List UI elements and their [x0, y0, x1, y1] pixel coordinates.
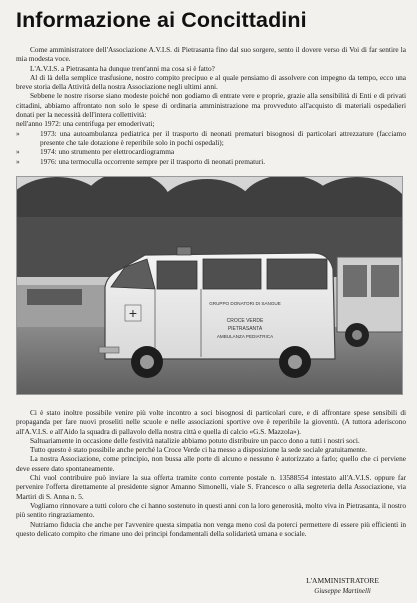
paragraph: Come amministratore dell'Associazione A.V.I.S. di Pietrasanta fino dal suo sorgere, sento il dovere verso di Voi di far sentire la mia modesta voce.: [16, 45, 406, 64]
ambulance-photo-illustration: [17, 177, 402, 394]
parked-car: [17, 285, 107, 327]
cross-symbol: +: [128, 305, 138, 321]
list-item: [16, 119, 406, 128]
list-item-text: 1973: una autoambulanza pediatrica per il trasporto di neonati prematuri bisognosi di particolari attrezzature (facciamo presente che tale dotazione è reperibile solo in pochi ospedali);: [40, 128, 406, 147]
paragraph: Tutto questo è stato possibile anche perché la Croce Verde ci ha messo a disposizione la sede sociale gratuitamente.: [30, 445, 367, 455]
paragraph: Vogliamo rinnovare a tutti coloro che ci hanno sostenuto in questi anni con la loro generosità, molto viva in Pietrasanta, il nostro più sentito ringraziamento.: [16, 500, 406, 520]
paragraph: Ci è stato inoltre possibile venire più volte incontro a soci bisognosi di particolari cure, e di affrontare spese sensibili di propaganda per fare nuovi proseliti nelle scuole e nelle associazioni sportive ove è reperibile la gioventù. (A tuttora aderiscono all'A.V.I.S. e all'Aido la squadra di pallavolo della nostra città e quella di calcio «G.S. Mazzola»).: [16, 408, 406, 436]
list-item: [16, 129, 406, 148]
van-side-text-2: PIETRASANTA: [227, 326, 263, 332]
list-item-text: 1976: una termoculla occorrente sempre per il trasporto di neonati prematuri.: [40, 156, 266, 166]
paragraph: Nutriamo fiducia che anche per l'avvenire questa simpatia non venga meno così da poterci permettere di essere più efficienti in questo delicato compito che rimane uno dei principi fondamentali della solidarietà umana e sociale.: [16, 519, 406, 538]
ambulance-van: [99, 247, 335, 378]
signature-block: [306, 576, 379, 596]
paragraph: Sebbene le nostre risorse siano modeste poiché non godiamo di entrate vere e proprie, grazie alla sensibilità di Enti e di privati cittadini, abbiamo affrontato non solo le spese di ordinaria amministrazione ma provveduto all'acquisto di materiali ospedalieri donati per la necessità dell'intera collettività:: [16, 91, 406, 120]
signature-name: Giuseppe Martinelli: [314, 587, 371, 595]
van-side-text-1: CROCE VERDE: [226, 318, 264, 324]
paragraph: Chi vuol contribuire può inviare la sua offerta tramite conto corrente postale n. 13588554 intestato all'A.V.I.S. oppure far pervenire l'offerta direttamente al presidente signor Amanno Simonelli, viale S. Francesco o alla segreteria della Associazione, via Martiri di S. Anna n. 5.: [16, 473, 406, 501]
page-title: Informazione ai Concittadini: [16, 8, 307, 32]
list-item-text: nell'anno 1972: una centrifuga per emoderivati;: [16, 119, 155, 129]
van-side-text-3: AMBULANZA PEDIATRICA: [216, 334, 274, 339]
signature-role: L'AMMINISTRATORE: [306, 576, 379, 585]
lower-text: [16, 408, 406, 538]
intro-text: [16, 45, 406, 166]
list-item-mark: »: [16, 147, 20, 157]
paragraph: L'A.V.I.S. a Pietrasanta ha dunque trent'anni ma cosa si è fatto?: [30, 63, 215, 73]
list-item-mark: »: [16, 156, 20, 166]
list-item-mark: »: [16, 128, 20, 138]
list-item-text: 1974: uno strumento per elettrocardiogramma: [40, 147, 175, 157]
paragraph: Al di là della semplice trasfusione, nostro compito precipuo e al quale pensiamo di assolvere con impegno da tempo, ecco una breve storia della Attività della nostra Associazione negli ultimi anni.: [16, 72, 406, 92]
paragraph: La nostra Associazione, come principio, non bussa alle porte di alcuno e nessuno è autorizzato a farlo; quello che ci perviene deve essere dato spontaneamente.: [16, 454, 406, 473]
paragraph: Saltuariamente in occasione delle festività natalizie abbiamo potuto distribuire un pacco dono a tutti i nostri soci.: [30, 435, 360, 445]
list-item: [16, 147, 406, 156]
ambulance-photo: [16, 176, 403, 395]
list-item: [16, 157, 406, 166]
van-door-text: GRUPPO DONATORI DI SANGUE: [209, 301, 281, 306]
